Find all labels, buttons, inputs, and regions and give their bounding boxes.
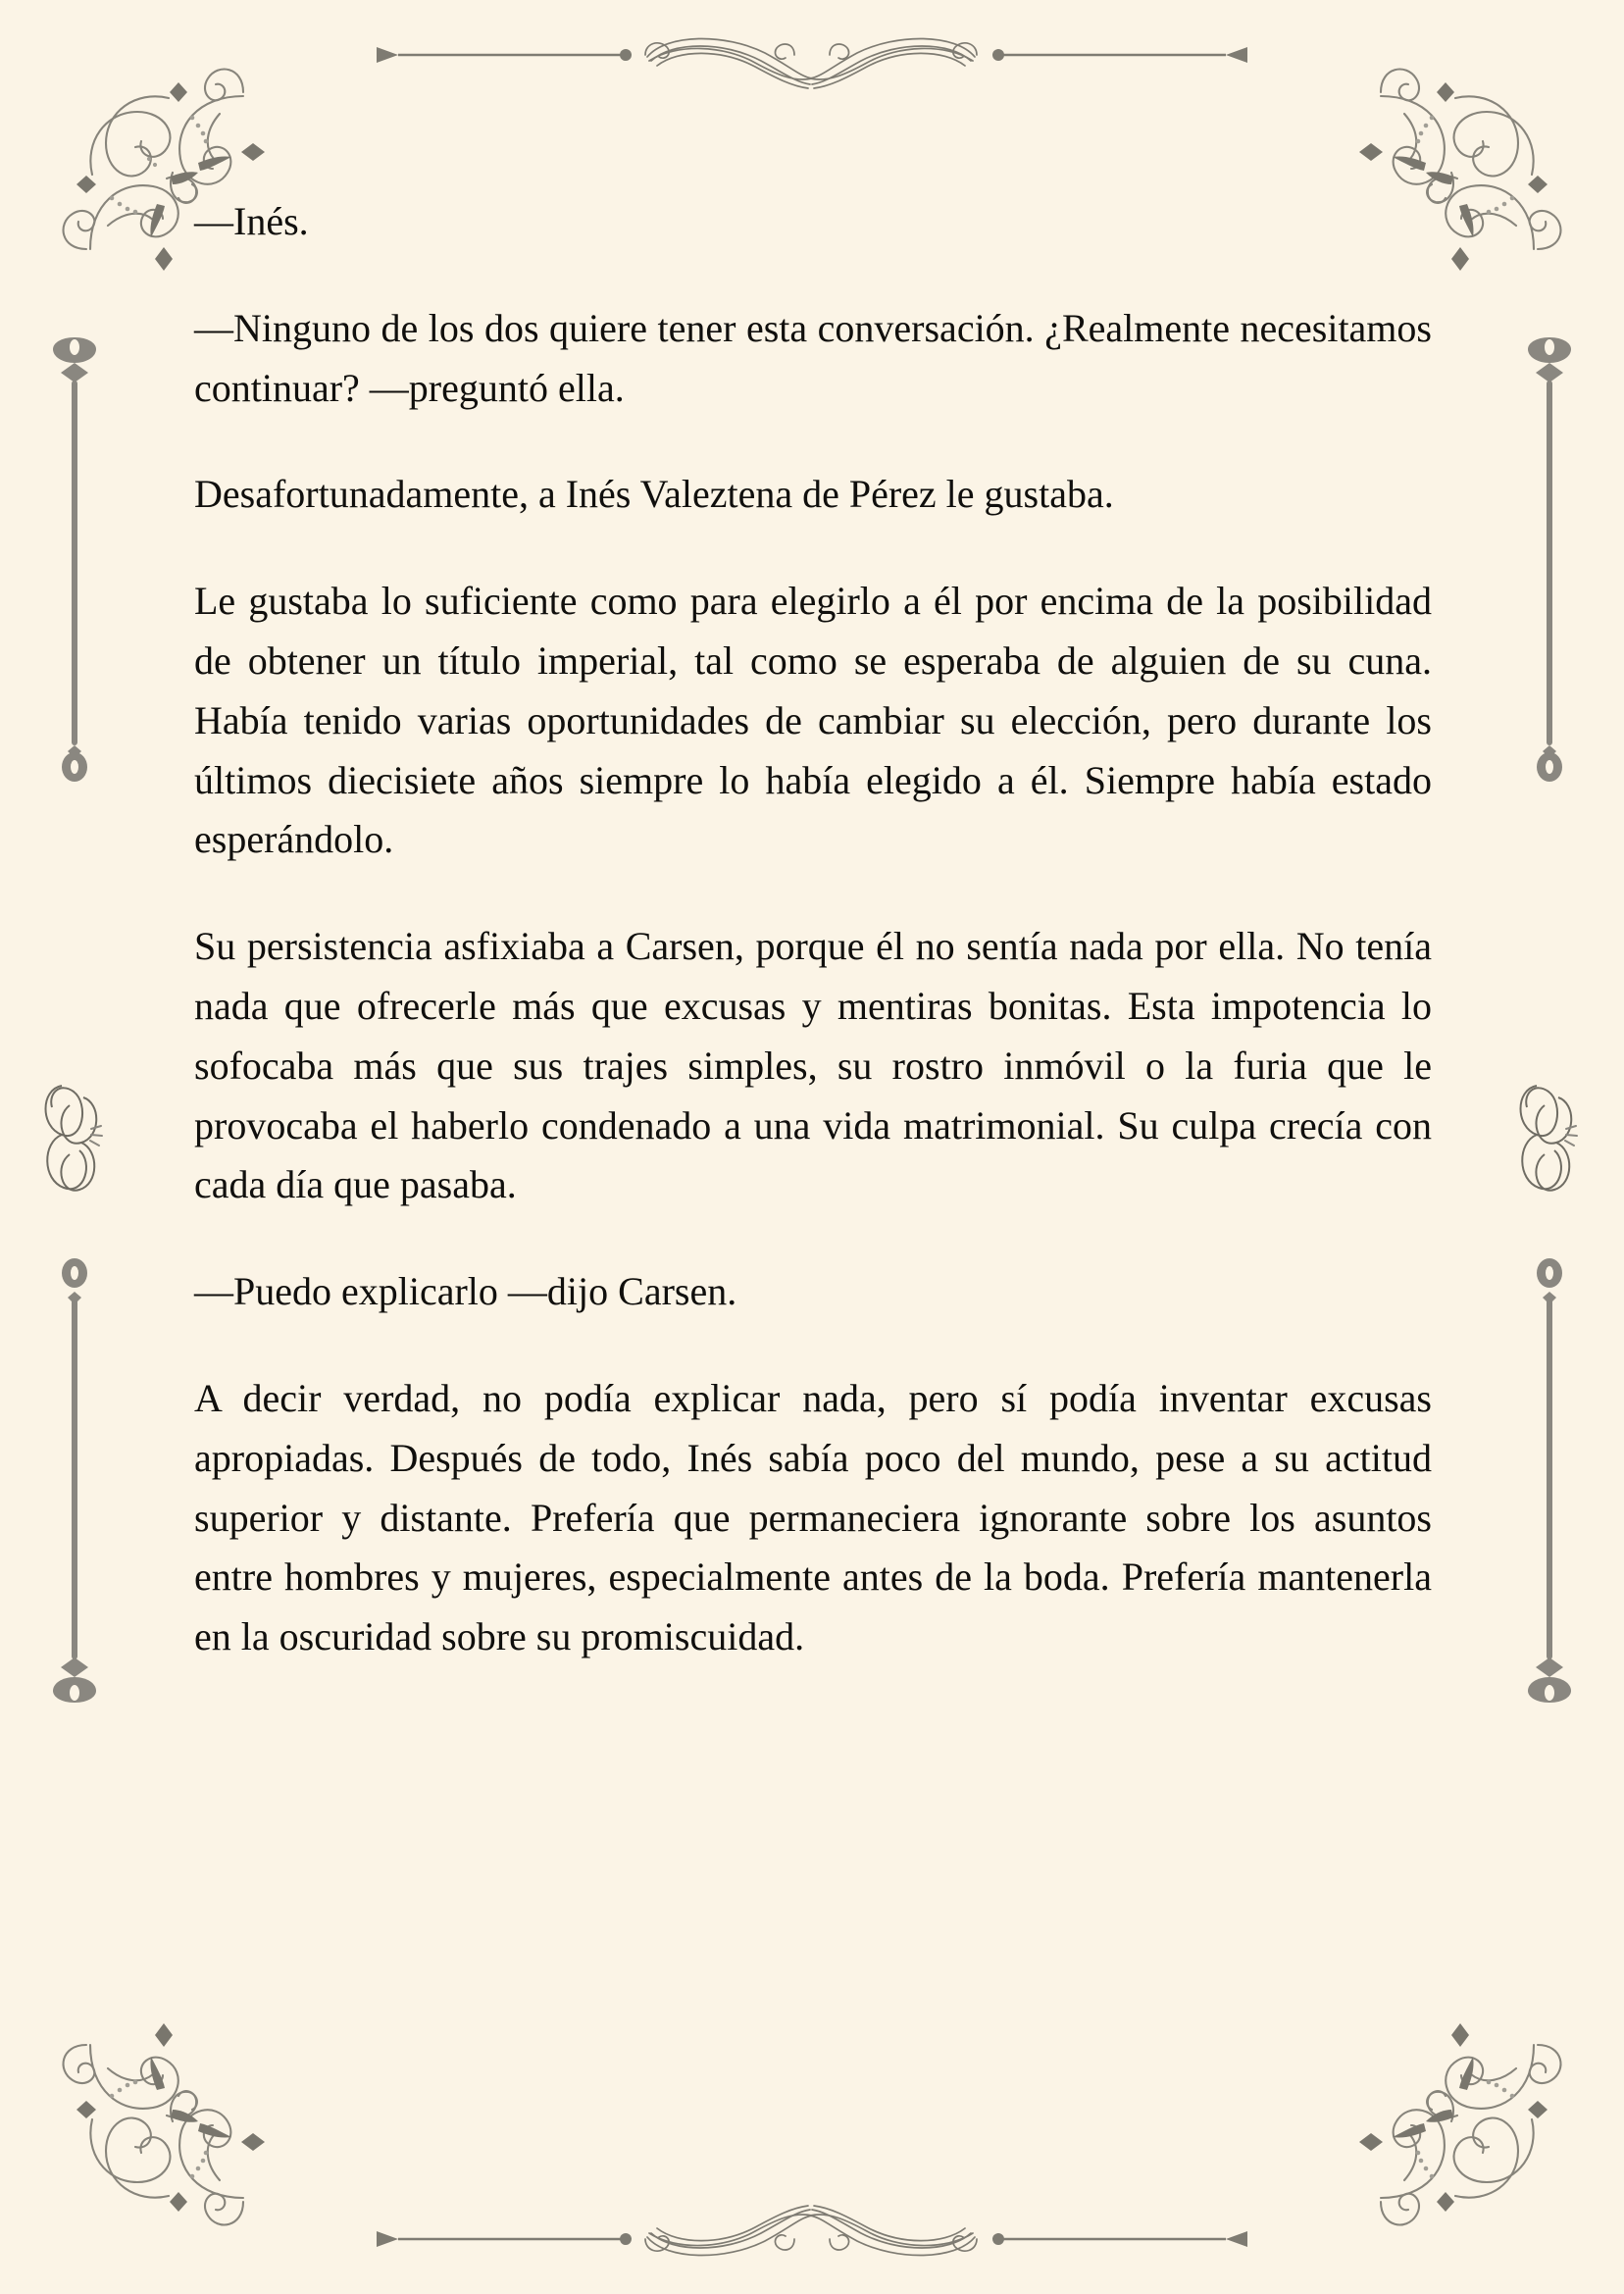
paragraph-a-decir-verdad: A decir verdad, no podía explicar nada, pero sí podía inventar excusas apropiadas. Después de todo, Inés sabía poco del mundo, pese a su actitud superior y distante. Prefería que permaneciera ignorante sobre los asuntos entre hombres y mujeres, especialmente antes de la boda. Prefería mantenerla en la oscuridad sobre su promiscuidad. [194, 1375, 1432, 1659]
side-rule-left-lower [37, 1246, 112, 1716]
paragraph-desafortunadamente: Desafortunadamente, a Inés Valeztena de Pérez le gustaba. [194, 472, 1114, 517]
paragraph-le-gustaba: Le gustaba lo suficiente como para elegirlo a él por encima de la posibilidad de obtener un título imperial, tal como se esperaba de alguien de su cuna. Había tenido varias oportunidades de cambiar su elección, pero durante los últimos diecisiete años siempre lo había elegido a él. Siempre había estado esperándolo. [194, 579, 1432, 862]
paragraph-dialogue-puedo-explicarlo: —Puedo explicarlo —dijo Carsen. [194, 1269, 737, 1314]
side-rule-left-upper [37, 324, 112, 794]
page-body-text [194, 192, 1432, 1714]
side-knot-ornament-left [32, 1064, 117, 1211]
paragraph-su-persistencia: Su persistencia asfixiaba a Carsen, porque él no sentía nada por ella. No tenía nada que ofrecerle más que excusas y mentiras bonitas. Esta impotencia lo sofocaba más que sus trajes simples, su rostro inmóvil o la furia que le provocaba el haberlo condenado a una vida matrimonial. Su culpa crecía con cada día que pasaba. [194, 924, 1432, 1207]
bottom-divider-ornament [333, 2202, 1291, 2276]
side-rule-right-lower [1512, 1246, 1587, 1716]
side-rule-right-upper [1512, 324, 1587, 794]
top-divider-ornament [333, 18, 1291, 92]
paragraph-dialogue-ines: —Inés. [194, 199, 309, 243]
side-knot-ornament-right [1507, 1064, 1592, 1211]
corner-ornament-bottom-left [51, 2012, 277, 2237]
paragraph-dialogue-ninguno: —Ninguno de los dos quiere tener esta conversación. ¿Realmente necesitamos continuar? —preguntó ella. [194, 305, 1432, 410]
corner-ornament-bottom-right [1347, 2012, 1573, 2237]
